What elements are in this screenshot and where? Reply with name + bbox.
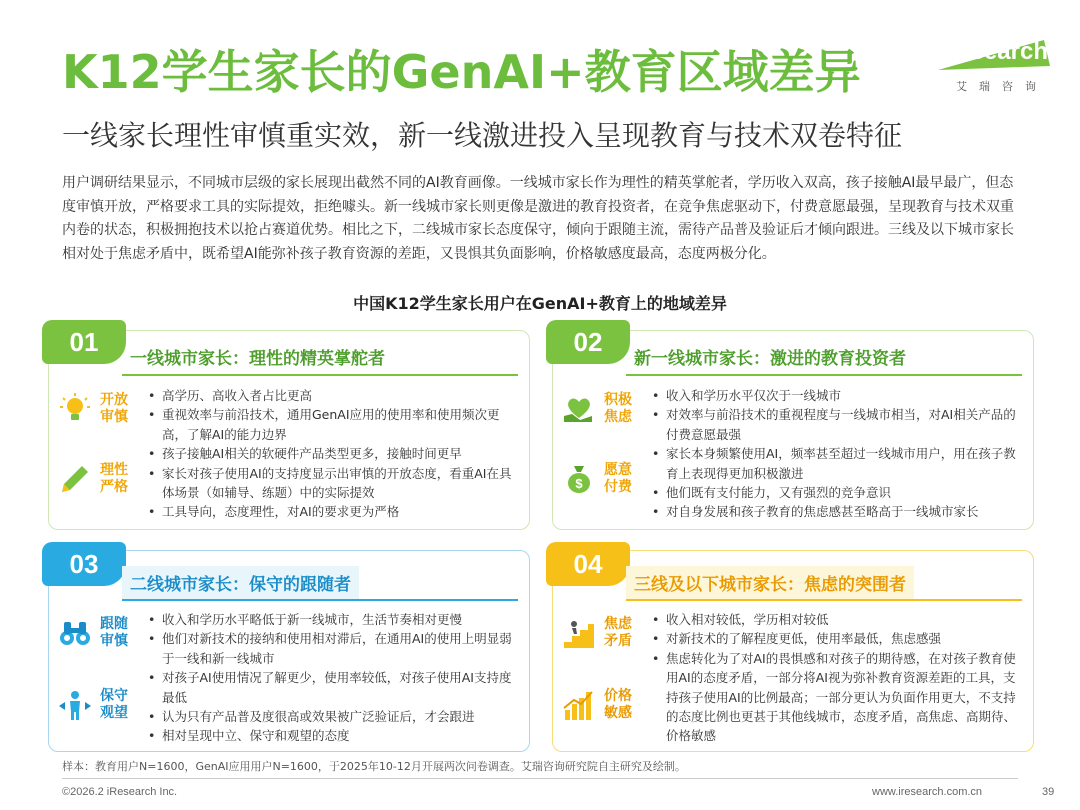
binoculars-icon <box>58 616 92 650</box>
panel-number-badge: 02 <box>546 320 630 364</box>
intro-paragraph: 用户调研结果显示，不同城市层级的家长展现出截然不同的AI教育画像。一线城市家长作为理性的精英掌舵者，学历收入双高，孩子接触AI最早最广，但态度审慎开放，严格要求工具的实际提效，拒绝噱头。新一线城市家长则更像是激进的教育投资者，在竞争焦虑驱动下，付费意愿最强，呈现教育与技术双重内卷的状态，积极拥抱技术以抢占赛道优势。相比之下，二线城市家长态度保守，倾向于跟随主流，需待产品普及验证后才倾向跟进。三线及以下城市家长相对处于焦虑矛盾中，既希望AI能弥补孩子教育资源的差距，又畏惧其负面影响，价格敏感度最高，态度两极分化。 <box>62 175 1014 262</box>
tag-willing-pay <box>562 462 636 496</box>
list-item: • 他们对新技术的接纳和使用相对滞后，在通用AI的使用上明显弱于一线和新一线城市 <box>146 629 522 668</box>
panel-underline <box>122 374 518 376</box>
panel-title: 三线及以下城市家长：焦虑的突围者 <box>626 566 914 599</box>
page-subtitle: 一线家长理性审慎重实效，新一线激进投入呈现教育与技术双卷特征 <box>62 119 903 152</box>
list-item: • 对孩子AI使用情况了解更少，使用率较低，对孩子使用AI支持度最低 <box>146 668 522 707</box>
tag-label: 开放审慎 <box>100 392 128 425</box>
list-item: • 家长本身频繁使用AI，频率甚至超过一线城市用户，用在孩子教育上表现得更加积极激进 <box>650 444 1026 483</box>
list-item: • 收入和学历水平仅次于一线城市 <box>650 386 1026 405</box>
bullet-list <box>650 610 1026 746</box>
tag-label: 跟随审慎 <box>100 616 128 649</box>
tag-label: 积极焦虑 <box>604 392 632 425</box>
money-bag-icon <box>562 462 596 496</box>
footer-copyright: ©2026.2 iResearch Inc. <box>62 786 178 798</box>
tag-conservative-watch <box>58 688 132 722</box>
list-item: • 对新技术的了解程度更低，使用率最低，焦虑感强 <box>650 629 1026 648</box>
list-item: • 家长对孩子使用AI的支持度显示出审慎的开放态度，看重AI在具体场景（如辅导、练题）中的实际提效 <box>146 464 522 503</box>
person-arrows-icon <box>58 688 92 722</box>
lightbulb-icon <box>58 392 92 426</box>
tag-rational-strict <box>58 462 132 496</box>
list-item: • 他们既有支付能力，又有强烈的竞争意识 <box>650 483 1026 502</box>
sample-note: 样本：教育用户N=1600，GenAI应用用户N=1600，于2025年10-12月开展两次问卷调查。艾瑞咨询研究院自主研究及绘制。 <box>62 760 686 773</box>
list-item: • 对自身发展和孩子教育的焦虑感甚至略高于一线城市家长 <box>650 502 1026 521</box>
footer-divider <box>62 778 1018 779</box>
panel-title: 二线城市家长：保守的跟随者 <box>122 566 359 599</box>
list-item: • 相对呈现中立、保守和观望的态度 <box>146 726 522 745</box>
tag-open-cautious <box>58 392 132 426</box>
heart-hand-icon <box>562 392 596 426</box>
footer-website: www.iresearch.com.cn <box>872 786 983 798</box>
panel-title: 一线城市家长：理性的精英掌舵者 <box>130 349 385 369</box>
panel-underline <box>626 599 1022 601</box>
bar-chart-icon <box>562 688 596 722</box>
tag-label: 理性严格 <box>100 462 128 495</box>
page-number: 39 <box>1042 786 1055 798</box>
panel-underline <box>122 599 518 601</box>
list-item: • 工具导向，态度理性，对AI的要求更为严格 <box>146 502 522 521</box>
panel-number-badge: 04 <box>546 542 630 586</box>
logo-text: iResearch <box>933 38 1048 65</box>
list-item: • 焦虑转化为了对AI的畏惧感和对孩子的期待感，在对孩子教育使用AI的态度矛盾，一部分将AI视为弥补教育资源差距的工具，支持孩子使用AI的比例最高；一部分更认为负面作用更大，不支持的态度比例也更甚于其他线城市，态度矛盾，高焦虑、高期待、价格敏感 <box>650 649 1026 746</box>
iresearch-logo <box>934 36 1052 98</box>
bullet-list <box>146 610 522 746</box>
list-item: • 高学历、高收入者占比更高 <box>146 386 522 405</box>
pencil-icon <box>58 462 92 496</box>
tag-label: 保守观望 <box>100 688 128 721</box>
tag-label: 价格敏感 <box>604 688 632 721</box>
section-title: 中国K12学生家长用户在GenAI+教育上的地域差异 <box>353 294 727 313</box>
list-item: • 对效率与前沿技术的重视程度与一线城市相当，对AI相关产品的付费意愿最强 <box>650 405 1026 444</box>
list-item: • 认为只有产品普及度很高或效果被广泛验证后，才会跟进 <box>146 707 522 726</box>
list-item: • 重视效率与前沿技术，通用GenAI应用的使用率和使用频次更高，了解AI的能力边界 <box>146 405 522 444</box>
panel-number-badge: 01 <box>42 320 126 364</box>
list-item: • 收入相对较低，学历相对较低 <box>650 610 1026 629</box>
bullet-list <box>650 386 1026 522</box>
tag-active-anxious <box>562 392 636 426</box>
svg-text:$: $ <box>575 476 583 491</box>
stairs-climb-icon <box>562 616 596 650</box>
panel-underline <box>626 374 1022 376</box>
tag-label: 焦虑矛盾 <box>604 616 632 649</box>
list-item: • 孩子接触AI相关的软硬件产品类型更多，接触时间更早 <box>146 444 522 463</box>
panel-title: 新一线城市家长：激进的教育投资者 <box>634 349 906 369</box>
panel-number-badge: 03 <box>42 542 126 586</box>
logo-subtext: 艾瑞咨询 <box>956 80 1048 93</box>
page-title: K12学生家长的GenAI+教育区域差异 <box>62 45 861 99</box>
tag-anxious-conflicted <box>562 616 636 650</box>
tag-follow-cautious <box>58 616 132 650</box>
tag-price-sensitive <box>562 688 636 722</box>
tag-label: 愿意付费 <box>604 462 632 495</box>
bullet-list <box>146 386 522 522</box>
list-item: • 收入和学历水平略低于新一线城市，生活节奏相对更慢 <box>146 610 522 629</box>
